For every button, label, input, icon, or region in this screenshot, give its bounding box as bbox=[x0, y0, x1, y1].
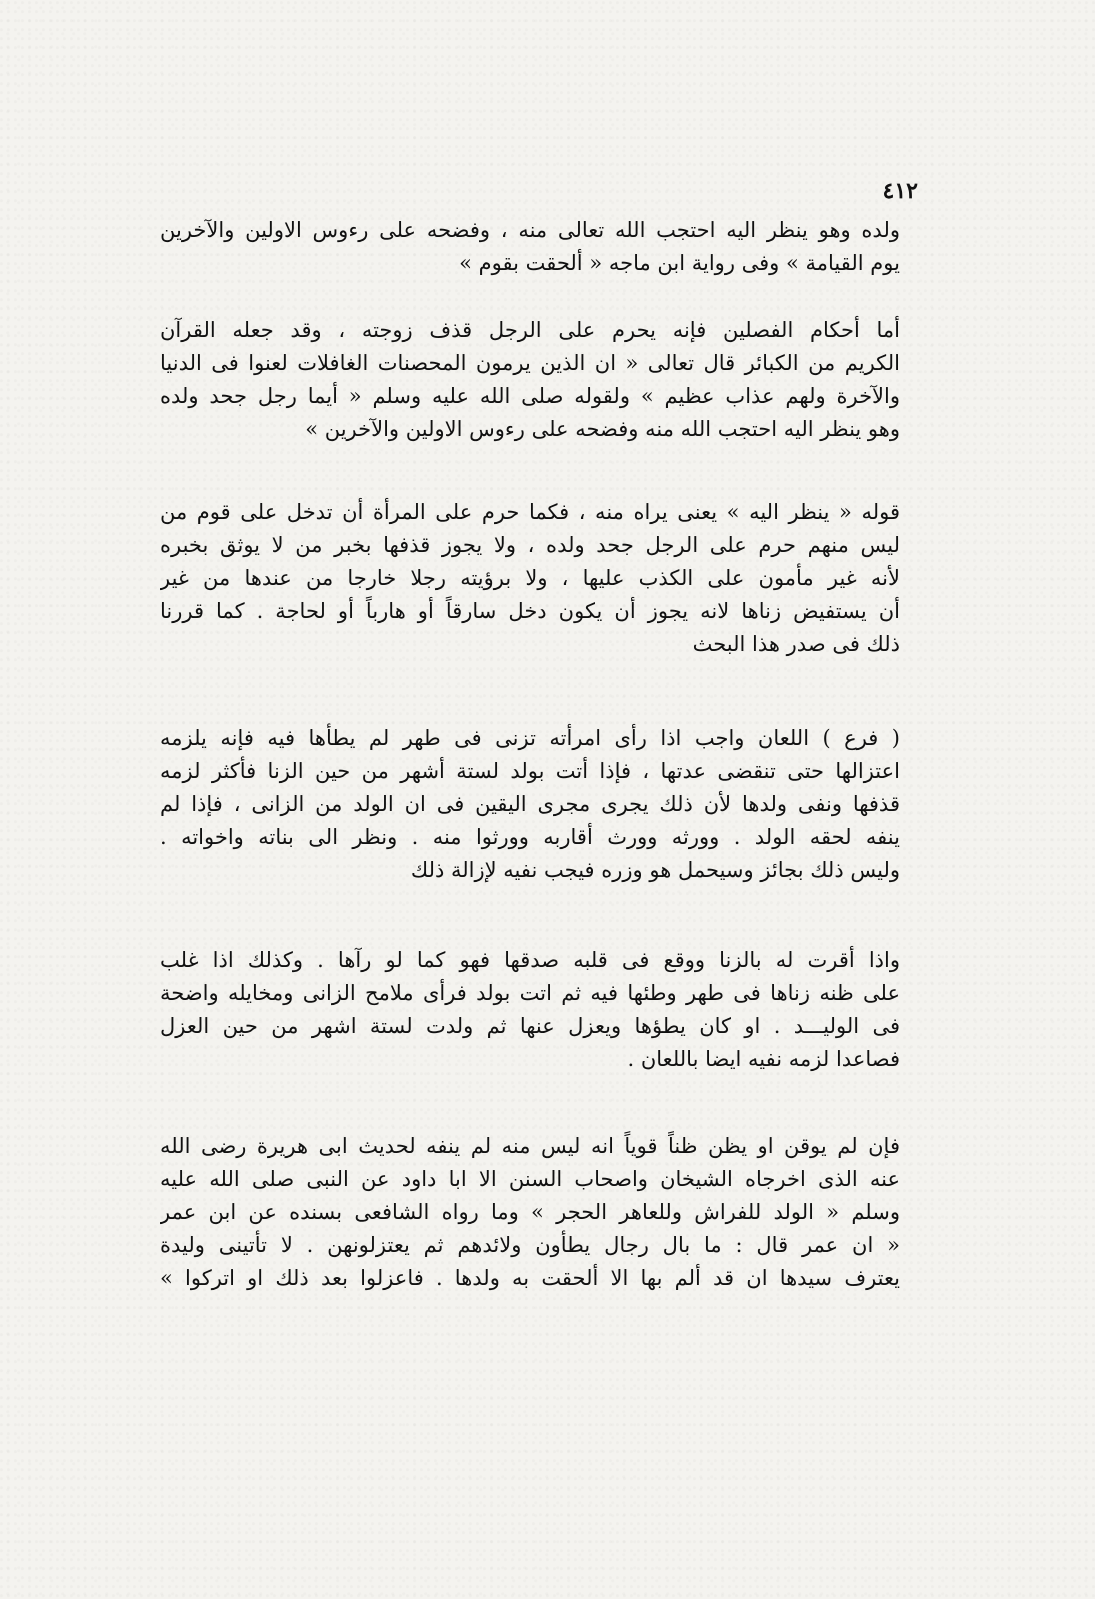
text-line: ذلك فى صدر هذا البحث bbox=[692, 632, 900, 656]
text-line: قوله « ينظر اليه » يعنى يراه منه ، فكما حرم على المرأة أن تدخل على قوم من bbox=[160, 500, 900, 524]
page-number: ٤١٢ bbox=[882, 178, 918, 204]
paragraph-5 bbox=[160, 944, 900, 1076]
text-line: اعتزالها حتى تنقضى عدتها ، فإذا أتت بولد لستة أشهر من حين الزنا فأكثر لزمه bbox=[160, 759, 900, 783]
text-line: فإن لم يوقن او يظن ظناً قوياً انه ليس منه لم ينفه لحديث ابى هريرة رضى الله bbox=[160, 1134, 900, 1158]
text-line: ( فرع ) اللعان واجب اذا رأى امرأته تزنى فى طهر لم يطأها فيه فإنه يلزمه bbox=[160, 726, 900, 750]
text-line: على ظنه زناها فى طهر وطئها فيه ثم اتت بولد فرأى ملامح الزانى ومخايله واضحة bbox=[160, 981, 900, 1005]
text-line: عنه الذى اخرجاه الشيخان واصحاب السنن الا ابا داود عن النبى صلى الله عليه bbox=[160, 1167, 900, 1191]
text-line: وسلم « الولد للفراش وللعاهر الحجر » وما رواه الشافعى بسنده عن ابن عمر bbox=[160, 1200, 900, 1224]
paragraph-3 bbox=[160, 496, 900, 661]
text-line: أن يستفيض زناها لانه يجوز أن يكون دخل سارقاً أو هارباً أو لحاجة . كما قررنا bbox=[160, 599, 900, 623]
text-line: الكريم من الكبائر قال تعالى « ان الذين يرمون المحصنات الغافلات لعنوا فى الدنيا bbox=[160, 351, 900, 375]
text-line: « ان عمر قال : ما بال رجال يطأون ولائدهم ثم يعتزلونهن . لا تأتينى وليدة bbox=[160, 1233, 900, 1257]
text-line: والآخرة ولهم عذاب عظيم » ولقوله صلى الله عليه وسلم « أيما رجل جحد ولده bbox=[160, 384, 900, 408]
paragraph-6 bbox=[160, 1130, 900, 1295]
text-line: لأنه غير مأمون على الكذب عليها ، ولا برؤيته رجلا خارجا من عندها من غير bbox=[160, 566, 900, 590]
text-line: أما أحكام الفصلين فإنه يحرم على الرجل قذف زوجته ، وقد جعله القرآن bbox=[160, 318, 900, 342]
paragraph-4 bbox=[160, 722, 900, 887]
text-line: وهو ينظر اليه احتجب الله منه وفضحه على رءوس الاولين والآخرين » bbox=[305, 417, 900, 441]
text-line: ليس منهم حرم على الرجل جحد ولده ، ولا يجوز قذفها بخبر من لا يوثق بخبره bbox=[160, 533, 900, 557]
paragraph-1 bbox=[160, 214, 900, 280]
text-line: ينفه لحقه الولد . وورثه وورث أقاربه وورثوا منه . ونظر الى بناته واخواته . bbox=[160, 825, 900, 849]
text-line: فصاعدا لزمه نفيه ايضا باللعان . bbox=[627, 1047, 900, 1071]
text-line: واذا أقرت له بالزنا ووقع فى قلبه صدقها فهو كما لو رآها . وكذلك اذا غلب bbox=[160, 948, 900, 972]
text-line: وليس ذلك بجائز وسيحمل هو وزره فيجب نفيه لإزالة ذلك bbox=[410, 858, 900, 882]
text-line: ولده وهو ينظر اليه احتجب الله تعالى منه ، وفضحه على رءوس الاولين والآخرين bbox=[160, 218, 900, 242]
text-line: يعترف سيدها ان قد ألم بها الا ألحقت به ولدها . فاعزلوا بعد ذلك او اتركوا » bbox=[160, 1266, 900, 1290]
text-line: فى الوليـــد . او كان يطؤها ويعزل عنها ثم ولدت لستة اشهر من حين العزل bbox=[160, 1014, 900, 1038]
text-line: قذفها ونفى ولدها لأن ذلك يجرى مجرى اليقين فى ان الولد من الزانى ، فإذا لم bbox=[160, 792, 900, 816]
paragraph-2 bbox=[160, 314, 900, 446]
text-line: يوم القيامة » وفى رواية ابن ماجه « ألحقت بقوم » bbox=[459, 251, 900, 275]
